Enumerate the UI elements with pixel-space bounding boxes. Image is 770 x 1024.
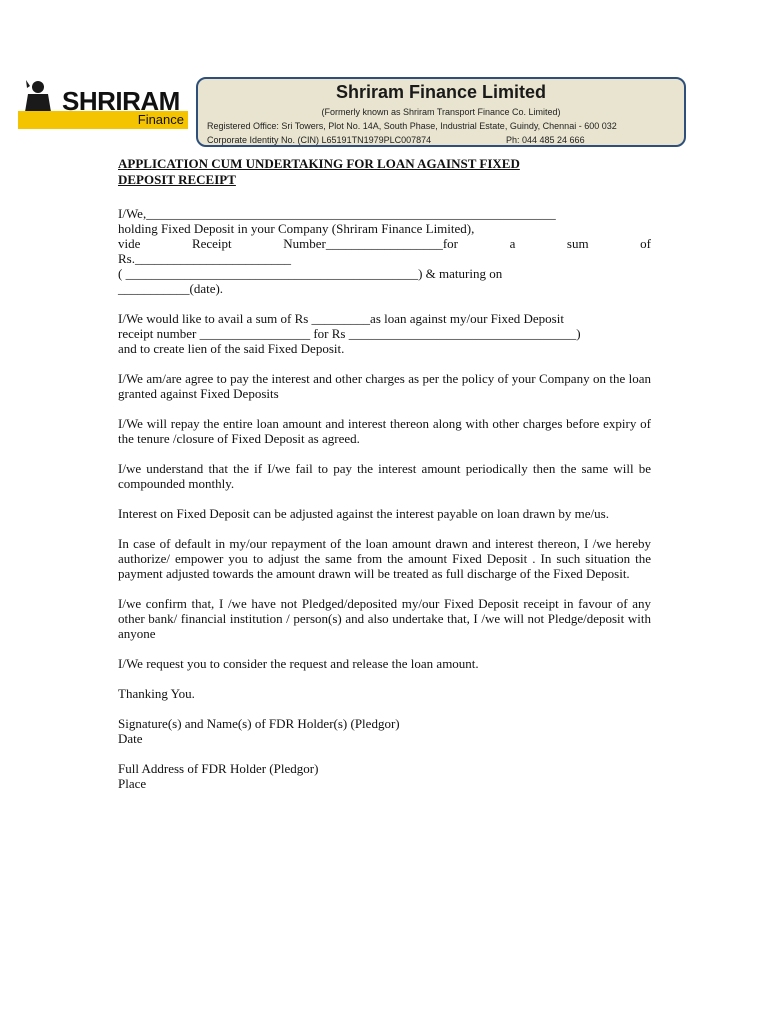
- default-paragraph: In case of default in my/our repayment of the loan amount drawn and interest thereon, I /we hereby authorize/ empower you to adjust the same from the amount Fixed Deposit . In such situation the payment adjusted towards the amount drawn will be treated as full discharge of the Fixed Deposit.: [118, 536, 651, 581]
- loan-request-paragraph: [118, 311, 651, 356]
- registered-office: Registered Office: Sri Towers, Plot No. 14A, South Phase, Industrial Estate, Guindy, Chennai - 600 032: [207, 121, 617, 131]
- thanking-text: Thanking You.: [118, 686, 195, 701]
- form-title-line-1: APPLICATION CUM UNDERTAKING FOR LOAN AGAINST FIXED: [118, 156, 520, 171]
- address-label: Full Address of FDR Holder (Pledgor): [118, 761, 319, 776]
- holding-fd-text: holding Fixed Deposit in your Company (Shriram Finance Limited),: [118, 221, 475, 236]
- loan-amount-line[interactable]: I/We would like to avail a sum of Rs _________as loan against my/our Fixed Deposit: [118, 311, 564, 326]
- request-paragraph: I/We request you to consider the request and release the loan amount.: [118, 656, 479, 671]
- receipt-details-line[interactable]: receipt number _________________ for Rs ___________________________________): [118, 326, 581, 341]
- word-a: a: [509, 236, 516, 251]
- form-body: [118, 156, 651, 791]
- logo-subtitle: Finance: [137, 112, 184, 127]
- place-label: Place: [118, 776, 147, 791]
- formerly-known-as: (Formerly known as Shriram Transport Finance Co. Limited): [321, 107, 561, 117]
- maturity-date-field[interactable]: ___________(date).: [118, 281, 224, 296]
- word-sum: sum: [566, 236, 589, 251]
- confirmation-paragraph: I/we confirm that, I /we have not Pledged/deposited my/our Fixed Deposit receipt in favour of any other bank/ financial institution / person(s) and also undertake that, I /we will not Pledge/deposit with anyone: [118, 596, 651, 641]
- signature-label: Signature(s) and Name(s) of FDR Holder(s) (Pledgor): [118, 716, 400, 731]
- signature-block: [118, 716, 651, 746]
- company-name: Shriram Finance Limited: [335, 82, 547, 102]
- receipt-number-line: [118, 236, 651, 251]
- form-title: [118, 156, 651, 188]
- applicant-name-field[interactable]: I/We,_______________________________________________________________: [118, 206, 556, 221]
- company-header-box: [196, 77, 686, 147]
- cin-number: Corporate Identity No. (CIN) L65191TN1979PLC007874: [207, 135, 432, 145]
- form-title-line-2: DEPOSIT RECEIPT: [118, 172, 236, 187]
- logo-wordmark: SHRIRAM: [62, 86, 180, 116]
- amount-in-words-field[interactable]: ( _____________________________________________) & maturing on: [118, 266, 503, 281]
- word-vide: vide: [118, 236, 141, 251]
- company-logo: [18, 78, 188, 130]
- compounding-paragraph: I/we understand that the if I/we fail to pay the interest amount periodically then the same will be compounded monthly.: [118, 461, 651, 491]
- repayment-paragraph: I/We will repay the entire loan amount and interest thereon along with other charges before expiry of the tenure /closure of Fixed Deposit as agreed.: [118, 416, 651, 446]
- receipt-number-field[interactable]: Number__________________for: [283, 236, 458, 251]
- adjustment-paragraph: Interest on Fixed Deposit can be adjusted against the interest payable on loan drawn by me/us.: [118, 506, 609, 521]
- phone-number: Ph: 044 485 24 666: [506, 135, 585, 145]
- intro-block: [118, 206, 651, 296]
- date-label: Date: [118, 731, 143, 746]
- word-receipt: Receipt: [191, 236, 232, 251]
- lien-line: and to create lien of the said Fixed Deposit.: [118, 341, 345, 356]
- amount-field[interactable]: Rs.________________________: [118, 251, 291, 266]
- address-block: [118, 761, 651, 791]
- word-of: of: [640, 236, 651, 251]
- interest-paragraph: I/We am/are agree to pay the interest and other charges as per the policy of your Company on the loan granted against Fixed Deposits: [118, 371, 651, 401]
